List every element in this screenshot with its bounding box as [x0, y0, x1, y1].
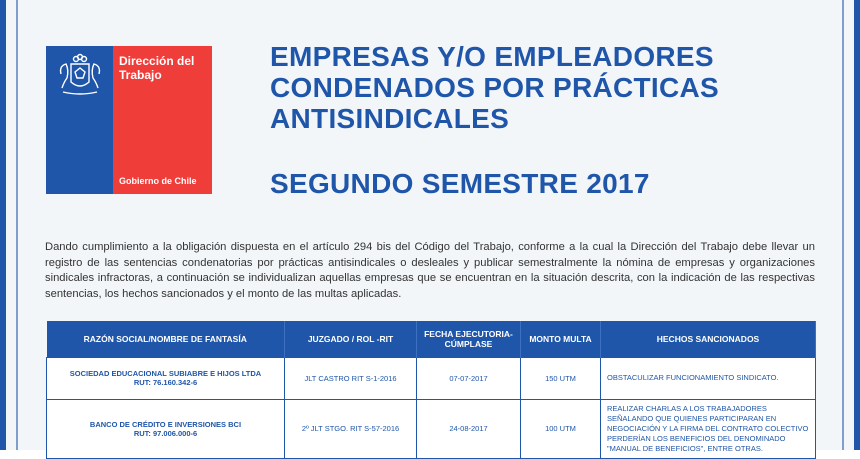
company-name: SOCIEDAD EDUCACIONAL SUBIABRE E HIJOS LTDA	[69, 369, 262, 378]
page-title: EMPRESAS Y/O EMPLEADORES CONDENADOS POR PRÁCTICAS ANTISINDICALES	[270, 41, 720, 134]
table-row	[47, 357, 816, 399]
facts-cell: OBSTACULIZAR FUNCIONAMIENTO SINDICATO.	[601, 357, 816, 399]
page-subtitle: SEGUNDO SEMESTRE 2017	[270, 168, 650, 199]
facts-cell: REALIZAR CHARLAS A LOS TRABAJADORES SEÑALANDO QUE QUIENES PARTICIPARAN EN NEGOCIACIÓN Y LA FIRMA DEL CONTRATO COLECTIVO PERDERÍAN LOS BENEFICIOS DEL DENOMINADO "MANUAL DE BENEFICIOS", ENTRE OTRAS.	[601, 399, 816, 458]
company-name: BANCO DE CRÉDITO E INVERSIONES BCI	[89, 419, 242, 429]
date-cell: 24-08-2017	[417, 399, 521, 458]
header-facts: HECHOS SANCIONADOS	[601, 321, 816, 357]
frame-inner-line-left	[16, 0, 18, 450]
date-cell: 07-07-2017	[417, 357, 521, 399]
company-cell	[47, 399, 285, 458]
fine-cell: 100 UTM	[521, 399, 601, 458]
coat-of-arms-icon	[53, 52, 107, 98]
header-company: RAZÓN SOCIAL/NOMBRE DE FANTASÍA	[47, 321, 285, 357]
court-cell: 2º JLT STGO. RIT S-57-2016	[285, 399, 417, 458]
logo-blue-panel	[46, 46, 113, 194]
table-header-row	[47, 321, 816, 357]
header-court: JUZGADO / ROL -RIT	[285, 321, 417, 357]
frame-inner-line-right	[842, 0, 844, 450]
company-rut: RUT: 76.160.342-6	[133, 378, 198, 387]
company-rut: RUT: 97.006.000-6	[133, 428, 198, 438]
court-cell: JLT CASTRO RIT S-1-2016	[285, 357, 417, 399]
intro-paragraph: Dando cumplimiento a la obligación dispuesta en el artículo 294 bis del Código del Trabajo, conforme a la cual la Dirección del Trabajo debe llevar un registro de las sentencias condenatorias por prácticas antisindicales o desleales y publicar semestralmente la nómina de empresas y organizaciones sindicales infractoras, a continuación se individualizan aquellas empresas que se encuentran en la situación descrita, con la indicación de las respectivas sentencias, los hechos sancionados y el monto de las multas aplicadas.	[45, 241, 815, 300]
logo-org-name: Dirección del Trabajo	[119, 54, 195, 82]
company-cell	[47, 357, 285, 399]
direccion-del-trabajo-logo	[46, 46, 212, 194]
header-date: FECHA EJECUTORIA-CÚMPLASE	[417, 321, 521, 357]
table-row	[47, 399, 816, 458]
logo-red-panel	[113, 46, 212, 194]
logo-government: Gobierno de Chile	[119, 176, 197, 186]
header-fine: MONTO MULTA	[521, 321, 601, 357]
fine-cell: 150 UTM	[521, 357, 601, 399]
sanctions-table	[46, 321, 816, 459]
